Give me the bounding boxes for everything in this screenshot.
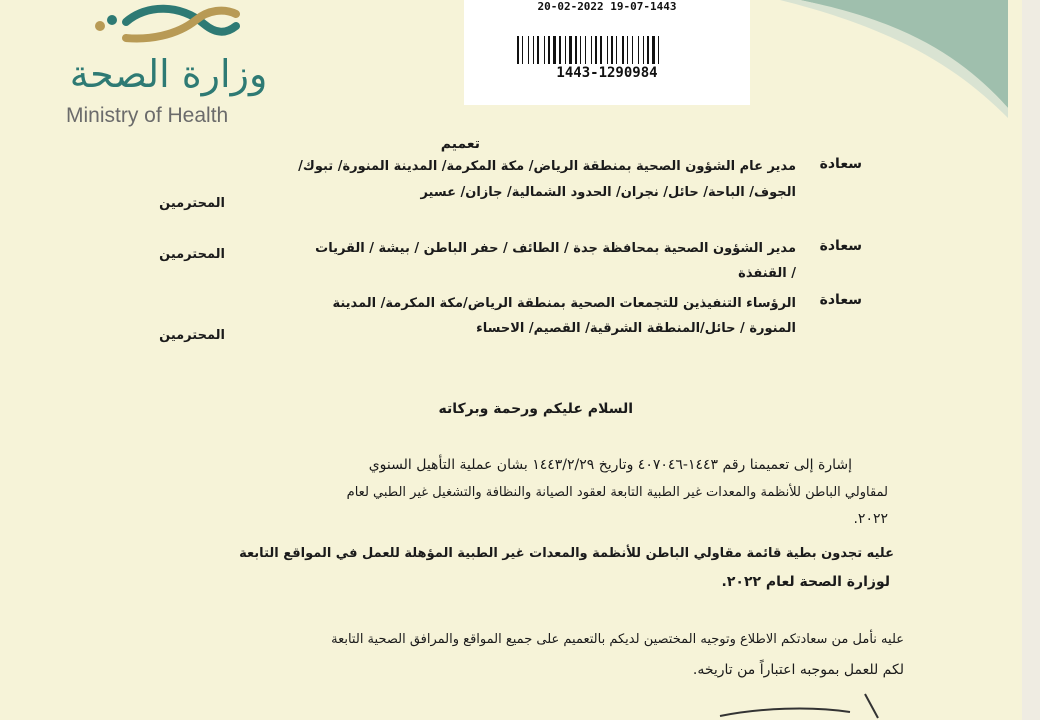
- body-line: إشارة إلى تعميمنا رقم ١٤٤٣-٤٠٧٠٤٦ وتاريخ ١٤٤٣/٢/٢٩ بشان عملية التأهيل السنوي: [368, 457, 852, 473]
- ministry-name-english: Ministry of Health: [66, 104, 229, 127]
- barcode-bar: [647, 36, 649, 64]
- barcode-bar: [559, 36, 561, 64]
- barcode-bar: [569, 36, 572, 64]
- body-line: عليه نأمل من سعادتكم الاطلاع وتوجيه المختصين لديكم بالتعميم على جميع المواقع والمرافق الصحية التابعة: [331, 632, 904, 647]
- recipient-honorific: المحترمين: [159, 196, 225, 211]
- stamp-number: 1443-1290984: [556, 65, 658, 81]
- incoming-stamp: [464, 0, 750, 105]
- page-edge: [1022, 0, 1040, 720]
- barcode-bar: [575, 36, 577, 64]
- barcode-bar: [553, 36, 556, 64]
- barcode-bar: [517, 36, 519, 64]
- recipient-line: المنورة / حائل/المنطقة الشرقية/ القصيم/ الاحساء: [476, 321, 796, 336]
- recipient-prefix: سعادة: [819, 156, 862, 172]
- recipient-line: الرؤساء التنفيذين للتجمعات الصحية بمنطقة الرياض/مكة المكرمة/ المدينة: [332, 296, 796, 311]
- barcode-bar: [585, 36, 586, 64]
- recipient-honorific: المحترمين: [159, 328, 225, 343]
- signature: [700, 690, 900, 720]
- stamp-date: 20-02-2022 19-07-1443: [537, 0, 677, 13]
- barcode-bar: [658, 36, 659, 64]
- subject-heading: تعميم: [440, 136, 480, 152]
- barcode-bar: [595, 36, 597, 64]
- barcode-bar: [632, 36, 633, 64]
- barcode-bar: [638, 36, 639, 64]
- barcode-bar: [607, 36, 608, 64]
- barcode-bar: [591, 36, 592, 64]
- body-line: ٢٠٢٢.: [853, 511, 888, 527]
- greeting: السلام عليكم ورحمة وبركاته: [438, 401, 633, 417]
- barcode-bar: [580, 36, 581, 64]
- body-line: لمقاولي الباطن للأنظمة والمعدات غير الطبية التابعة لعقود الصيانة والنظافة والتشغيل غير الطبي لعام: [346, 485, 888, 500]
- recipient-line: / القنفذة: [738, 266, 796, 281]
- recipient-prefix: سعادة: [819, 292, 862, 308]
- barcode: [515, 36, 705, 64]
- barcode-bar: [533, 36, 534, 64]
- barcode-bar: [627, 36, 628, 64]
- recipient-prefix: سعادة: [819, 238, 862, 254]
- barcode-bar: [548, 36, 550, 64]
- ministry-name-arabic: وزارة الصحة: [69, 52, 268, 96]
- recipient-line: مدير الشؤون الصحية بمحافظة جدة / الطائف / حفر الباطن / بيشة / القريات: [315, 241, 796, 256]
- recipient-line: مدير عام الشؤون الصحية بمنطقة الرياض/ مكة المكرمة/ المدينة المنورة/ تبوك/: [298, 159, 796, 174]
- barcode-bar: [544, 36, 545, 64]
- ministry-logo-icon: [86, 0, 246, 48]
- barcode-bar: [611, 36, 613, 64]
- barcode-bar: [622, 36, 624, 64]
- barcode-bar: [652, 36, 655, 64]
- recipient-line: الجوف/ الباحة/ حائل/ نجران/ الحدود الشمالية/ جازان/ عسير: [420, 185, 796, 200]
- body-line: لكم للعمل بموجبه اعتباراً من تاريخه.: [692, 662, 904, 678]
- barcode-bar: [643, 36, 644, 64]
- barcode-bar: [600, 36, 602, 64]
- body-line: لوزارة الصحة لعام ٢٠٢٢.: [721, 574, 890, 590]
- barcode-bar: [528, 36, 529, 64]
- body-line: عليه تجدون بطية قائمة مقاولي الباطن للأنظمة والمعدات غير الطبية المؤهلة للعمل في المواقع التابعة: [239, 546, 894, 561]
- barcode-bar: [565, 36, 566, 64]
- barcode-bar: [616, 36, 617, 64]
- recipient-honorific: المحترمين: [159, 247, 225, 262]
- barcode-bar: [522, 36, 523, 64]
- barcode-bar: [537, 36, 539, 64]
